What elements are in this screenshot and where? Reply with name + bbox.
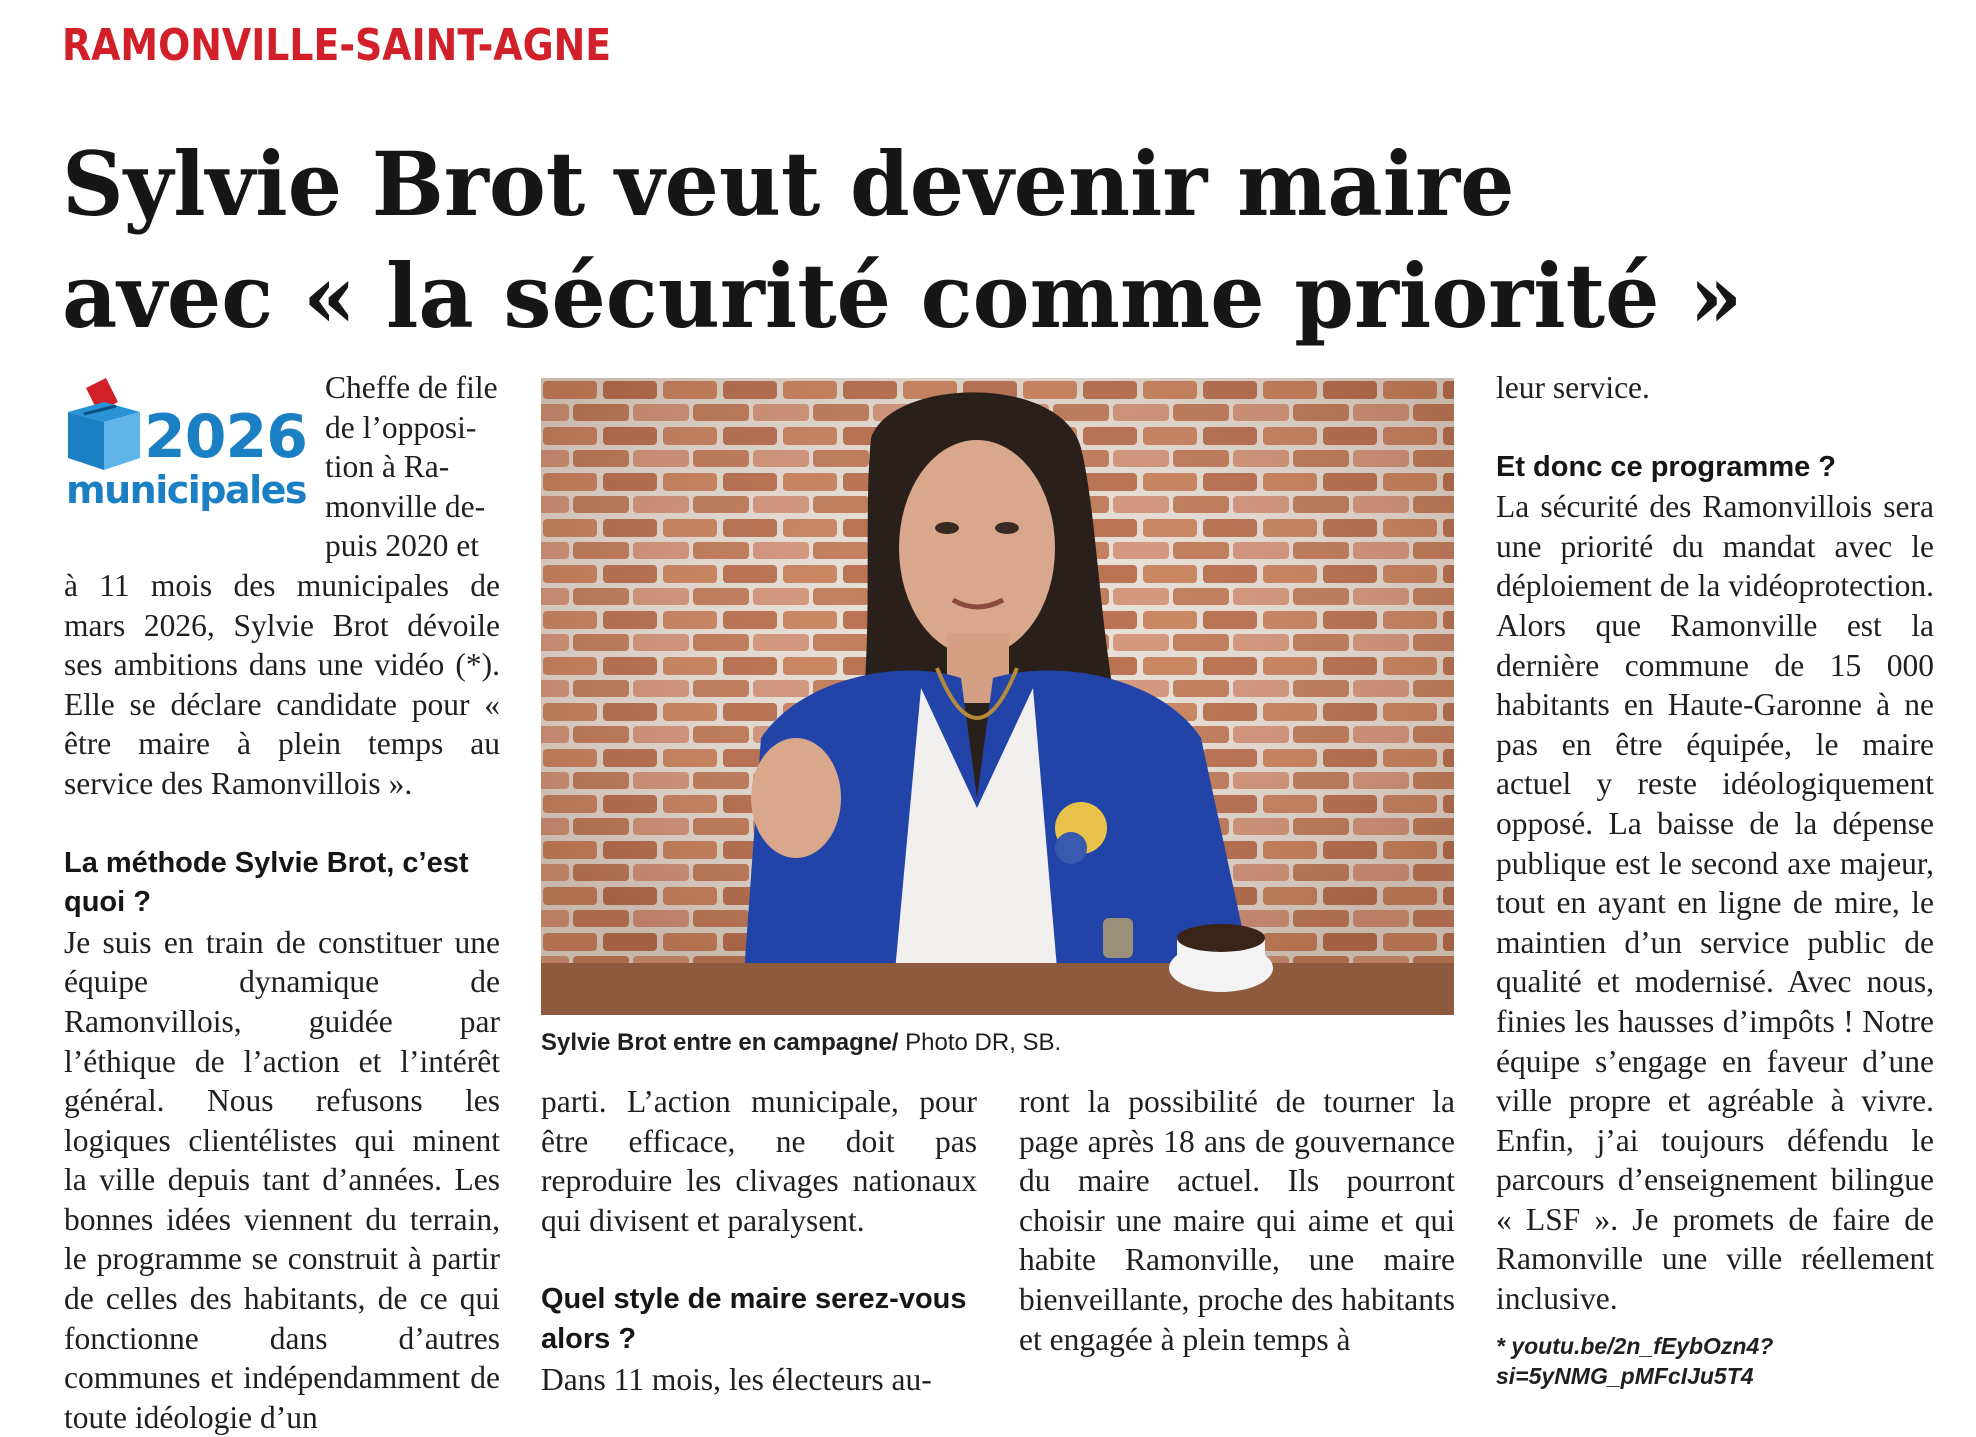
article-column-2	[541, 1082, 977, 1399]
ballot-box-icon	[64, 378, 144, 470]
candidate-photo	[541, 378, 1454, 1015]
intro-line: monville de-	[325, 488, 486, 524]
municipales-2026-logo	[64, 368, 307, 526]
headline-line-1: Sylvie Brot veut devenir maire	[62, 132, 1515, 236]
intro-line: puis 2020 et	[325, 528, 479, 564]
photo-illustration	[541, 378, 1454, 1015]
question-heading-1: La méthode Sylvie Brot, c’est quoi ?	[64, 846, 469, 919]
answer-paragraph-2-cont: ront la possibilité de tourner la page après 18 ans de gouvernance du maire actuel. Ils pourront choisir une maire qui aime et qui habite Ramonville, une maire bienveillante, proche des habitants et engagée à plein temps à	[1019, 1084, 1455, 1357]
article-column-3	[1019, 1082, 1455, 1359]
intro-line: tion à Ra-	[325, 449, 450, 485]
question-heading-2: Quel style de maire serez-vous alors ?	[541, 1283, 967, 1355]
answer-paragraph-3: La sécurité des Ramonvillois sera une priorité du mandat avec le déploiement de la vidéoprotection. Alors que Ramonville est la dernière commune de 15 000 habitants en Haute-Garonne à ne pas en être équipée, le maire actuel y reste idéologiquement opposé. La baisse de la dépense publique est le second axe majeur, tout en ayant en ligne de mire, le maintien d’un service public de qualité et modernisé. Avec nous, finies les hausses d’impôts ! Notre équipe s’engage en faveur d’une ville propre et agréable à vivre. Enfin, j’ai toujours défendu le parcours d’enseignement bilingue « LSF ». Je promets de faire de Ramonville une ville réellement inclusive.	[1496, 489, 1934, 1317]
answer-paragraph-2: Dans 11 mois, les électeurs au-	[541, 1361, 932, 1397]
intro-line: de l’opposi-	[325, 409, 477, 445]
photo-caption	[541, 1028, 1454, 1058]
intro-paragraph: à 11 mois des municipales de mars 2026, Sylvie Brot dévoile ses ambitions dans une vidéo (*). Elle se déclare candidate pour « être maire à plein temps au service des Ramonvillois ».	[64, 567, 500, 801]
video-footnote: * youtu.be/2n_fEybOzn4?si=5yNMG_pMFcIJu5T4	[1496, 1332, 1774, 1389]
intro-line: Cheffe de file	[325, 370, 498, 405]
answer-paragraph-2-end: leur service.	[1496, 370, 1650, 405]
caption-title: Sylvie Brot entre en campagne/	[541, 1029, 899, 1056]
logo-label: municipales	[66, 468, 307, 512]
logo-year: 2026	[144, 402, 307, 472]
answer-paragraph-1: Je suis en train de constituer une équipe dynamique de Ramonvillois, guidée par l’éthique de l’action et l’intérêt général. Nous refusons les logiques clientélistes qui minent la ville depuis tant d’années. Les bonnes idées viennent du terrain, le programme se construit à partir de celles des habitants, de ce qui fonctionne dans d’autres communes et indépendamment de toute idéologie d’un	[64, 924, 500, 1435]
caption-credit: Photo DR, SB.	[898, 1029, 1062, 1056]
article-column-4	[1496, 368, 1934, 1391]
headline	[62, 128, 1866, 352]
article-column-1	[64, 368, 500, 1437]
question-heading-3: Et donc ce programme ?	[1496, 450, 1837, 483]
section-kicker: RAMONVILLE-SAINT-AGNE	[62, 20, 612, 71]
answer-paragraph-1-cont: parti. L’action municipale, pour être efficace, ne doit pas reproduire les clivages nationaux qui divisent et paralysent.	[541, 1084, 977, 1238]
headline-line-2: avec « la sécurité comme priorité »	[62, 244, 1743, 348]
